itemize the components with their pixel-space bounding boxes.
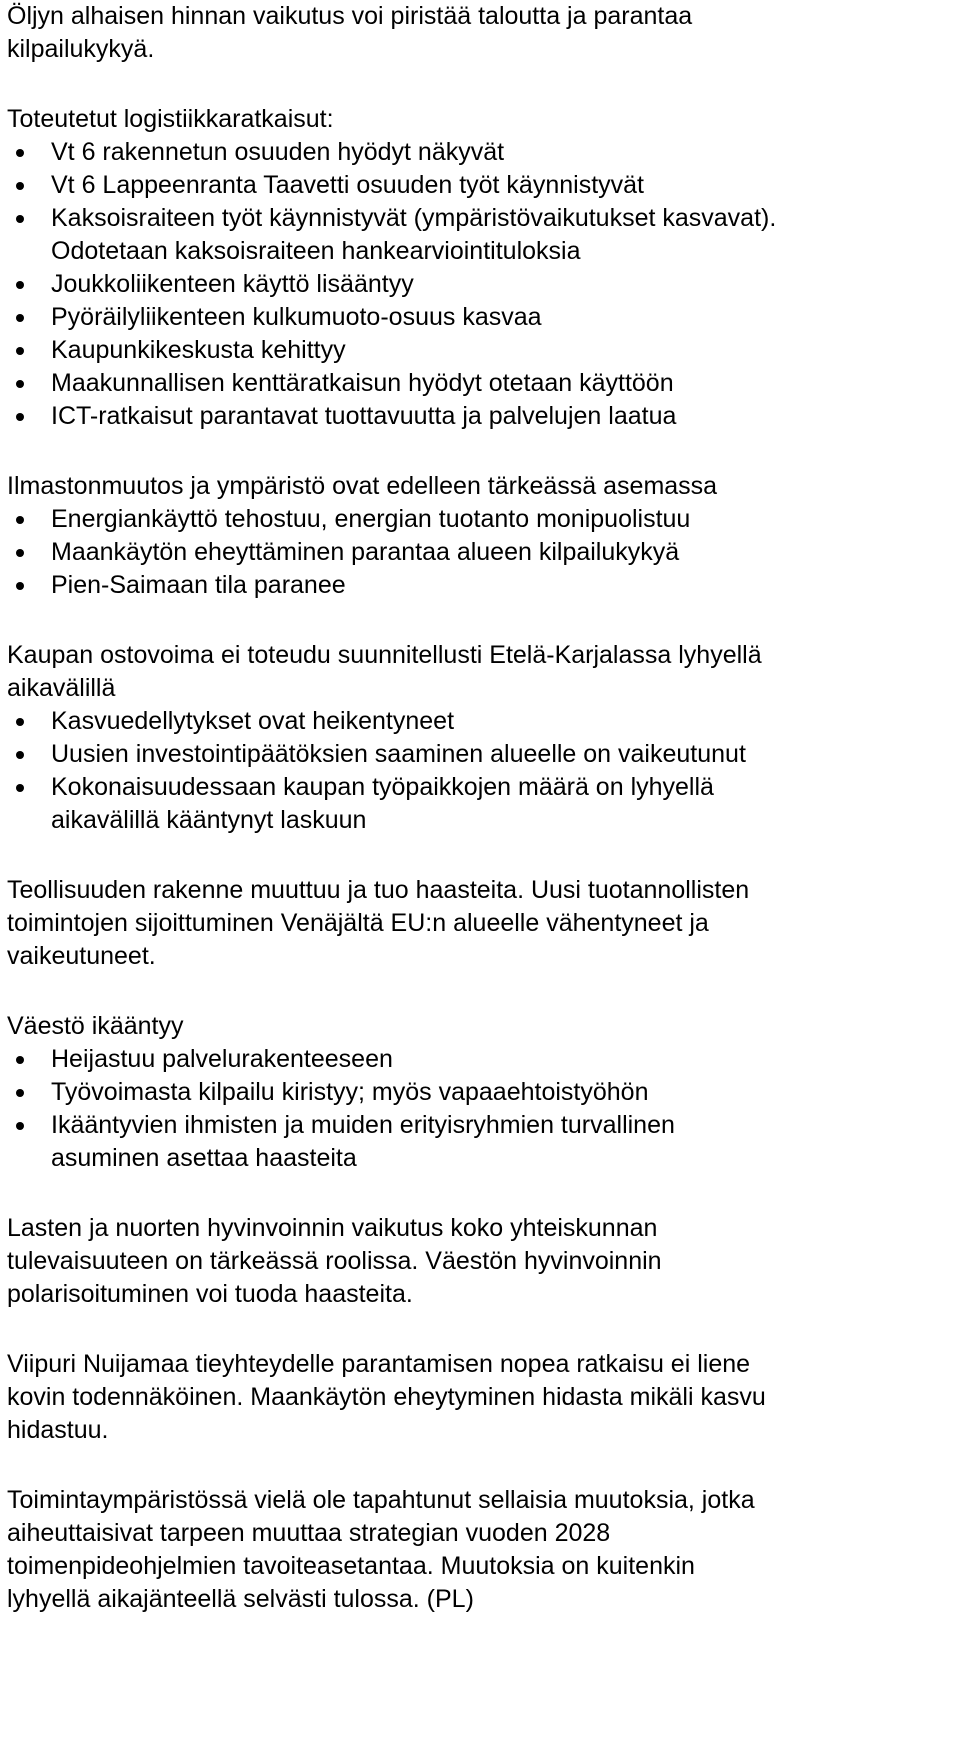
list-item: Työvoimasta kilpailu kiristyy; myös vapaaehtoistyöhön bbox=[7, 1076, 957, 1109]
conclusion-paragraph: Toimintaympäristössä vielä ole tapahtunut sellaisia muutoksia, jotka aiheuttaisivat tarpeen muuttaa strategian vuoden 2028 toimenpideohjelmien tavoiteasetantaa. Muutoksia on kuitenkin lyhyellä aikajänteellä selvästi tulossa. (PL) bbox=[7, 1486, 755, 1613]
intro-paragraph: Öljyn alhaisen hinnan vaikutus voi piristää taloutta ja parantaa kilpailukykyä. bbox=[7, 2, 693, 63]
list-item: Kasvuedellytykset ovat heikentyneet bbox=[7, 705, 957, 738]
climate-list bbox=[7, 503, 957, 602]
list-item: Kaksoisraiteen työt käynnistyvät (ympäristövaikutukset kasvavat). Odotetaan kaksoisraiteen hankearviointituloksia bbox=[7, 202, 957, 268]
list-item: Joukkoliikenteen käyttö lisääntyy bbox=[7, 268, 957, 301]
list-item: Uusien investointipäätöksien saaminen alueelle on vaikeutunut bbox=[7, 738, 957, 771]
list-item: Vt 6 rakennetun osuuden hyödyt näkyvät bbox=[7, 136, 957, 169]
aging-list bbox=[7, 1043, 957, 1175]
list-item: Kokonaisuudessaan kaupan työpaikkojen määrä on lyhyellä aikavälillä kääntynyt laskuun bbox=[7, 771, 957, 837]
youth-paragraph: Lasten ja nuorten hyvinvoinnin vaikutus koko yhteiskunnan tulevaisuuteen on tärkeässä roolissa. Väestön hyvinvoinnin polarisoituminen voi tuoda haasteita. bbox=[7, 1214, 662, 1308]
climate-heading: Ilmastonmuutos ja ympäristö ovat edelleen tärkeässä asemassa bbox=[7, 472, 718, 500]
vyborg-paragraph: Viipuri Nuijamaa tieyhteydelle parantamisen nopea ratkaisu ei liene kovin todennäköinen. Maankäytön eheytyminen hidasta mikäli kasvu hidastuu. bbox=[7, 1350, 766, 1444]
list-item: Ikääntyvien ihmisten ja muiden erityisryhmien turvallinen asuminen asettaa haasteita bbox=[7, 1109, 957, 1175]
document-body bbox=[7, 0, 957, 1616]
logistics-heading: Toteutetut logistiikkaratkaisut: bbox=[7, 105, 334, 133]
list-item: Heijastuu palvelurakenteeseen bbox=[7, 1043, 957, 1076]
purchasing-heading: Kaupan ostovoima ei toteudu suunnitellusti Etelä-Karjalassa lyhyellä aikavälillä bbox=[7, 641, 762, 702]
list-item: ICT-ratkaisut parantavat tuottavuutta ja palvelujen laatua bbox=[7, 400, 957, 433]
list-item: Energiankäyttö tehostuu, energian tuotanto monipuolistuu bbox=[7, 503, 957, 536]
aging-heading: Väestö ikääntyy bbox=[7, 1012, 184, 1040]
list-item: Kaupunkikeskusta kehittyy bbox=[7, 334, 957, 367]
list-item: Vt 6 Lappeenranta Taavetti osuuden työt käynnistyvät bbox=[7, 169, 957, 202]
list-item: Maakunnallisen kenttäratkaisun hyödyt otetaan käyttöön bbox=[7, 367, 957, 400]
list-item: Pien-Saimaan tila paranee bbox=[7, 569, 957, 602]
purchasing-list bbox=[7, 705, 957, 837]
logistics-list bbox=[7, 136, 957, 433]
list-item: Maankäytön eheyttäminen parantaa alueen kilpailukykyä bbox=[7, 536, 957, 569]
list-item: Pyöräilyliikenteen kulkumuoto-osuus kasvaa bbox=[7, 301, 957, 334]
industry-paragraph: Teollisuuden rakenne muuttuu ja tuo haasteita. Uusi tuotannollisten toimintojen sijoittuminen Venäjältä EU:n alueelle vähentyneet ja vaikeutuneet. bbox=[7, 876, 750, 970]
